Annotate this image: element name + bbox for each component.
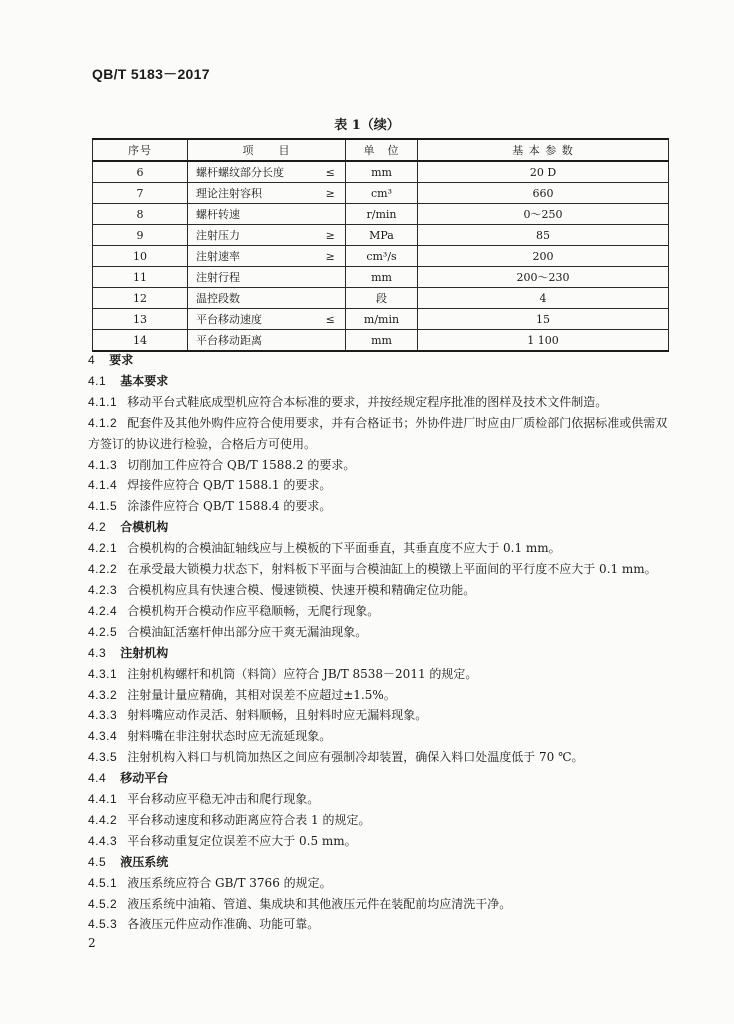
cell-no: 14 — [93, 330, 188, 352]
header-value: 基 本 参 数 — [418, 139, 669, 161]
clause-number: 4.2.3 — [88, 582, 118, 597]
clause — [88, 831, 678, 852]
page-number: 2 — [88, 936, 96, 950]
clause-text: 移动平台式鞋底成型机应符合本标准的要求，并按经规定程序批准的图样及技术文件制造。 — [127, 394, 608, 409]
table-row — [93, 246, 669, 267]
cell-value: 660 — [418, 183, 669, 204]
clause-text: 液压系统中油箱、管道、集成块和其他液压元件在装配前均应清洗干净。 — [127, 896, 512, 911]
clause-number: 4.5.2 — [88, 896, 118, 911]
clause-number: 4.2 — [88, 520, 107, 535]
section-heading — [88, 350, 678, 371]
cell-value: 200～230 — [418, 267, 669, 288]
cell-no: 12 — [93, 288, 188, 309]
cell-item: 理论注射容积 — [188, 183, 316, 204]
clause-text: 射料嘴应动作灵活、射料顺畅，且射料时应无漏料现象。 — [127, 708, 428, 723]
cell-unit: r/min — [346, 204, 418, 225]
cell-item: 平台移动距离 — [188, 330, 316, 352]
clause-text: 平台移动应平稳无冲击和爬行现象。 — [127, 792, 320, 807]
clause — [88, 601, 678, 622]
cell-no: 8 — [93, 204, 188, 225]
standard-code: QB/T 5183－2017 — [92, 66, 210, 82]
cell-unit: m/min — [346, 309, 418, 330]
clause-text: 液压系统应符合 GB/T 3766 的规定。 — [127, 875, 332, 890]
clause-text: 涂漆件应符合 QB/T 1588.4 的要求。 — [127, 499, 332, 514]
clause-text: 各液压元件应动作准确、功能可靠。 — [127, 917, 320, 932]
clause-number: 4.1.3 — [88, 457, 118, 472]
section-heading — [88, 768, 678, 789]
cell-symbol: ≤ — [316, 161, 346, 183]
heading-text: 合模机构 — [120, 520, 169, 535]
table-row — [93, 225, 669, 246]
clause — [88, 894, 678, 915]
clause-number: 4.4.3 — [88, 833, 118, 848]
clause — [88, 789, 678, 810]
cell-item: 注射压力 — [188, 225, 316, 246]
clause-text: 注射量计量应精确，其相对误差不应超过±1.5%。 — [127, 687, 396, 702]
cell-no: 10 — [93, 246, 188, 267]
clause — [88, 475, 678, 496]
cell-symbol: ≥ — [316, 225, 346, 246]
cell-item: 螺杆转速 — [188, 204, 316, 225]
heading-text: 基本要求 — [120, 373, 169, 388]
clause — [88, 496, 678, 517]
cell-unit: 段 — [346, 288, 418, 309]
heading-text: 液压系统 — [120, 854, 169, 869]
cell-unit: mm — [346, 267, 418, 288]
clause-number: 4.5 — [88, 854, 107, 869]
cell-no: 11 — [93, 267, 188, 288]
clause — [88, 392, 678, 413]
cell-symbol — [316, 330, 346, 352]
clause — [88, 810, 678, 831]
table-header-row — [93, 139, 669, 161]
clause — [88, 726, 678, 747]
section-heading — [88, 517, 678, 538]
cell-symbol — [316, 204, 346, 225]
table-row — [93, 161, 669, 183]
clause — [88, 580, 678, 601]
clause-number: 4.3 — [88, 645, 107, 660]
table-row — [93, 267, 669, 288]
clause-number: 4.3.3 — [88, 708, 118, 723]
clause-number: 4.1 — [88, 373, 107, 388]
cell-unit: mm — [346, 330, 418, 352]
cell-symbol — [316, 288, 346, 309]
cell-no: 6 — [93, 161, 188, 183]
clause — [88, 559, 678, 580]
header-no: 序号 — [93, 139, 188, 161]
clause-number: 4.1.4 — [88, 478, 118, 493]
cell-unit: cm³ — [346, 183, 418, 204]
cell-symbol: ≥ — [316, 246, 346, 267]
clause-number: 4.3.4 — [88, 729, 118, 744]
clause-text: 合模机构应具有快速合模、慢速锁模、快速开模和精确定位功能。 — [127, 582, 476, 597]
clause-number: 4 — [88, 353, 96, 367]
requirements-section — [88, 350, 678, 935]
header-item: 项 目 — [188, 139, 346, 161]
clause — [88, 914, 678, 935]
table-row — [93, 288, 669, 309]
cell-item: 螺杆螺纹部分长度 — [188, 161, 316, 183]
cell-value: 20 D — [418, 161, 669, 183]
clause-number: 4.4.2 — [88, 812, 118, 827]
clause-text: 注射机构入料口与机筒加热区之间应有强制冷却装置，确保入料口处温度低于 70 ℃。 — [127, 750, 584, 765]
clause-text: 平台移动速度和移动距离应符合表 1 的规定。 — [127, 812, 371, 827]
table-caption: 表 1（续） — [334, 118, 400, 133]
table-row — [93, 183, 669, 204]
parameter-table — [92, 138, 669, 352]
clause-text: 焊接件应符合 QB/T 1588.1 的要求。 — [127, 478, 332, 493]
clause-number: 4.2.1 — [88, 541, 118, 556]
cell-value: 4 — [418, 288, 669, 309]
clause-number: 4.1.1 — [88, 394, 118, 409]
heading-text: 注射机构 — [120, 645, 169, 660]
cell-item: 注射行程 — [188, 267, 316, 288]
clause — [88, 538, 678, 559]
clause-text: 切削加工件应符合 QB/T 1588.2 的要求。 — [127, 457, 356, 472]
clause-text: 注射机构螺杆和机筒（料筒）应符合 JB/T 8538－2011 的规定。 — [127, 666, 478, 681]
clause-number: 4.2.4 — [88, 603, 118, 618]
section-heading — [88, 371, 678, 392]
clause-text: 合模机构的合模油缸轴线应与上模板的下平面垂直，其垂直度不应大于 0.1 mm。 — [127, 541, 561, 556]
heading-text: 移动平台 — [120, 771, 169, 786]
cell-value: 200 — [418, 246, 669, 267]
clause — [88, 664, 678, 685]
cell-symbol: ≤ — [316, 309, 346, 330]
clause — [88, 685, 678, 706]
clause — [88, 705, 678, 726]
clause-text: 平台移动重复定位误差不应大于 0.5 mm。 — [127, 833, 357, 848]
table-row — [93, 204, 669, 225]
clause — [88, 747, 678, 768]
clause-number: 4.4.1 — [88, 792, 118, 807]
cell-unit: mm — [346, 161, 418, 183]
cell-unit: cm³/s — [346, 246, 418, 267]
cell-value: 1 100 — [418, 330, 669, 352]
clause-text: 合模机构开合模动作应平稳顺畅，无爬行现象。 — [127, 603, 380, 618]
clause-text: 在承受最大锁模力状态下，射料板下平面与合模油缸上的模镦上平面间的平行度不应大于 0.1 mm。 — [127, 562, 657, 577]
clause-number: 4.1.5 — [88, 499, 118, 514]
clause-number: 4.2.5 — [88, 624, 118, 639]
cell-item: 注射速率 — [188, 246, 316, 267]
clause-text: 射料嘴在非注射状态时应无流延现象。 — [127, 729, 332, 744]
cell-value: 0～250 — [418, 204, 669, 225]
table-row — [93, 330, 669, 352]
cell-value: 85 — [418, 225, 669, 246]
clause — [88, 873, 678, 894]
clause-number: 4.4 — [88, 771, 107, 786]
cell-no: 13 — [93, 309, 188, 330]
clause-number: 4.3.1 — [88, 666, 118, 681]
heading-text: 要求 — [109, 353, 134, 367]
cell-symbol: ≥ — [316, 183, 346, 204]
clause — [88, 455, 678, 476]
clause-number: 4.3.2 — [88, 687, 118, 702]
cell-unit: MPa — [346, 225, 418, 246]
header-unit: 单 位 — [346, 139, 418, 161]
clause-number: 4.5.1 — [88, 875, 118, 890]
cell-item: 平台移动速度 — [188, 309, 316, 330]
clause-number: 4.2.2 — [88, 562, 118, 577]
clause-text: 合模油缸活塞杆伸出部分应干爽无漏油现象。 — [127, 624, 368, 639]
clause-text: 配套件及其他外购件应符合使用要求，并有合格证书；外协件进厂时应由厂质检部门依据标准或供需双方签订的协议进行检验，合格后方可使用。 — [88, 415, 668, 451]
clause — [88, 413, 678, 455]
cell-item: 温控段数 — [188, 288, 316, 309]
clause-number: 4.5.3 — [88, 917, 118, 932]
cell-symbol — [316, 267, 346, 288]
cell-value: 15 — [418, 309, 669, 330]
cell-no: 7 — [93, 183, 188, 204]
cell-no: 9 — [93, 225, 188, 246]
section-heading — [88, 643, 678, 664]
section-heading — [88, 852, 678, 873]
clause — [88, 622, 678, 643]
clause-number: 4.1.2 — [88, 415, 118, 430]
table-row — [93, 309, 669, 330]
clause-number: 4.3.5 — [88, 750, 118, 765]
